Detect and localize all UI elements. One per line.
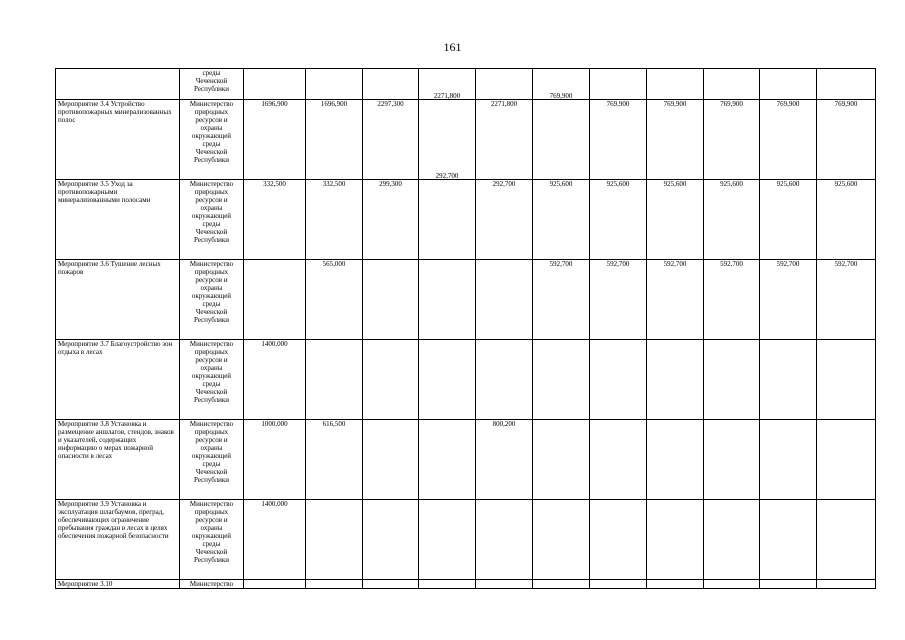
funding-value-cell <box>817 500 876 580</box>
executor-cell: Министерство природных ресурсов и охраны окружающей среды Чеченской Республики <box>180 260 244 340</box>
funding-value-cell <box>760 580 817 589</box>
funding-value-cell <box>363 580 419 589</box>
funding-value-cell: 292,700 <box>476 180 533 260</box>
funding-value-cell <box>590 340 647 420</box>
funding-value-cell: 925,600 <box>533 180 590 260</box>
funding-value-cell <box>306 580 363 589</box>
funding-value-cell <box>533 420 590 500</box>
funding-value-cell <box>704 580 760 589</box>
measure-name-cell: Мероприятие 3.4 Устройство противопожарных минерализованных полос <box>56 100 180 180</box>
measure-name-cell: Мероприятие 3.5 Уход за противопожарными минерализованными полосами <box>56 180 180 260</box>
executor-cell: Министерство природных ресурсов и охраны окружающей среды Чеченской Республики <box>180 500 244 580</box>
funding-value-cell: 332,500 <box>244 180 306 260</box>
funding-value-cell <box>704 340 760 420</box>
executor-cell: Министерство природных ресурсов и охраны окружающей среды Чеченской Республики <box>180 420 244 500</box>
funding-value-cell <box>363 260 419 340</box>
executor-cell: Министерство <box>180 580 244 589</box>
funding-value-cell <box>647 69 704 100</box>
funding-value-cell: 2297,300 <box>363 100 419 180</box>
funding-value-cell <box>590 420 647 500</box>
funding-value-cell: 2271,800 <box>419 100 476 180</box>
funding-value-cell <box>306 500 363 580</box>
funding-value-cell <box>363 420 419 500</box>
funding-value-cell: 592,700 <box>760 260 817 340</box>
table-row <box>56 340 876 420</box>
funding-value-cell <box>817 420 876 500</box>
measure-name-cell <box>56 69 180 100</box>
measures-table <box>55 68 876 589</box>
funding-value-cell: 1696,900 <box>306 100 363 180</box>
funding-value-cell: 925,600 <box>590 180 647 260</box>
funding-value-cell <box>306 340 363 420</box>
funding-value-cell <box>244 260 306 340</box>
funding-value-cell <box>704 420 760 500</box>
funding-value-cell <box>419 500 476 580</box>
funding-value-cell <box>363 340 419 420</box>
funding-value-cell <box>590 580 647 589</box>
table-row <box>56 580 876 589</box>
funding-value-cell <box>476 69 533 100</box>
funding-value-cell: 299,300 <box>363 180 419 260</box>
funding-value-cell: 769,900 <box>533 100 590 180</box>
funding-value-cell <box>476 260 533 340</box>
funding-value-cell: 592,700 <box>647 260 704 340</box>
funding-value-cell <box>419 420 476 500</box>
funding-value-cell: 592,700 <box>533 260 590 340</box>
funding-value-cell <box>419 260 476 340</box>
funding-value-cell: 592,700 <box>704 260 760 340</box>
funding-value-cell <box>760 500 817 580</box>
funding-value-cell: 769,900 <box>760 100 817 180</box>
funding-value-cell: 769,900 <box>817 100 876 180</box>
funding-value-cell: 1696,900 <box>244 100 306 180</box>
funding-value-cell <box>647 580 704 589</box>
funding-value-cell: 925,600 <box>647 180 704 260</box>
table-row <box>56 100 876 180</box>
funding-value-cell <box>760 340 817 420</box>
funding-value-cell: 565,000 <box>306 260 363 340</box>
funding-value-cell <box>244 69 306 100</box>
funding-value-cell <box>533 500 590 580</box>
funding-value-cell <box>419 340 476 420</box>
funding-value-cell <box>647 420 704 500</box>
funding-value-cell <box>306 69 363 100</box>
executor-cell: Министерство природных ресурсов и охраны окружающей среды Чеченской Республики <box>180 340 244 420</box>
funding-value-cell <box>476 500 533 580</box>
funding-value-cell: 292,700 <box>419 180 476 260</box>
funding-value-cell <box>817 580 876 589</box>
funding-value-cell: 592,700 <box>590 260 647 340</box>
funding-value-cell: 332,500 <box>306 180 363 260</box>
table-row <box>56 69 876 100</box>
funding-value-cell: 1400,000 <box>244 340 306 420</box>
funding-value-cell <box>476 340 533 420</box>
funding-value-cell <box>533 340 590 420</box>
funding-value-cell <box>419 580 476 589</box>
funding-value-cell: 925,600 <box>760 180 817 260</box>
funding-value-cell <box>476 580 533 589</box>
funding-value-cell <box>817 69 876 100</box>
funding-value-cell <box>590 69 647 100</box>
table-body <box>56 69 876 589</box>
funding-value-cell <box>363 500 419 580</box>
funding-value-cell: 1400,000 <box>244 500 306 580</box>
funding-value-cell <box>647 500 704 580</box>
table-row <box>56 180 876 260</box>
funding-value-cell: 1000,000 <box>244 420 306 500</box>
funding-value-cell: 925,600 <box>817 180 876 260</box>
table-row <box>56 500 876 580</box>
measure-name-cell: Мероприятие 3.9 Установка и эксплуатация шлагбаумов, преград, обеспечивающих ограничение пребывания граждан в лесах в целях обеспечения пожарной безопасности <box>56 500 180 580</box>
funding-value-cell <box>590 500 647 580</box>
measure-name-cell: Мероприятие 3.8 Установка и размещение аншлагов, стендов, знаков и указателей, содержащих информацию о мерах пожарной опасности в лесах <box>56 420 180 500</box>
executor-cell: среды Чеченской Республики <box>180 69 244 100</box>
funding-value-cell <box>363 69 419 100</box>
funding-value-cell: 769,900 <box>704 100 760 180</box>
funding-value-cell <box>704 69 760 100</box>
funding-value-cell: 925,600 <box>704 180 760 260</box>
funding-value-cell <box>760 420 817 500</box>
funding-value-cell <box>533 580 590 589</box>
funding-value-cell <box>704 500 760 580</box>
funding-value-cell <box>760 69 817 100</box>
page-number: 161 <box>443 40 462 54</box>
table-row <box>56 260 876 340</box>
funding-value-cell <box>244 580 306 589</box>
funding-value-cell <box>647 340 704 420</box>
funding-value-cell: 2271,800 <box>476 100 533 180</box>
funding-value-cell: 800,200 <box>476 420 533 500</box>
funding-value-cell <box>817 340 876 420</box>
executor-cell: Министерство природных ресурсов и охраны окружающей среды Чеченской Республики <box>180 180 244 260</box>
measure-name-cell: Мероприятие 3.7 Благоустройство зон отдыха в лесах <box>56 340 180 420</box>
table-row <box>56 420 876 500</box>
measure-name-cell: Мероприятие 3.6 Тушение лесных пожаров <box>56 260 180 340</box>
funding-value-cell: 592,700 <box>817 260 876 340</box>
executor-cell: Министерство природных ресурсов и охраны окружающей среды Чеченской Республики <box>180 100 244 180</box>
funding-value-cell: 769,900 <box>590 100 647 180</box>
measure-name-cell: Мероприятие 3.10 <box>56 580 180 589</box>
funding-value-cell: 616,500 <box>306 420 363 500</box>
funding-value-cell: 769,900 <box>647 100 704 180</box>
